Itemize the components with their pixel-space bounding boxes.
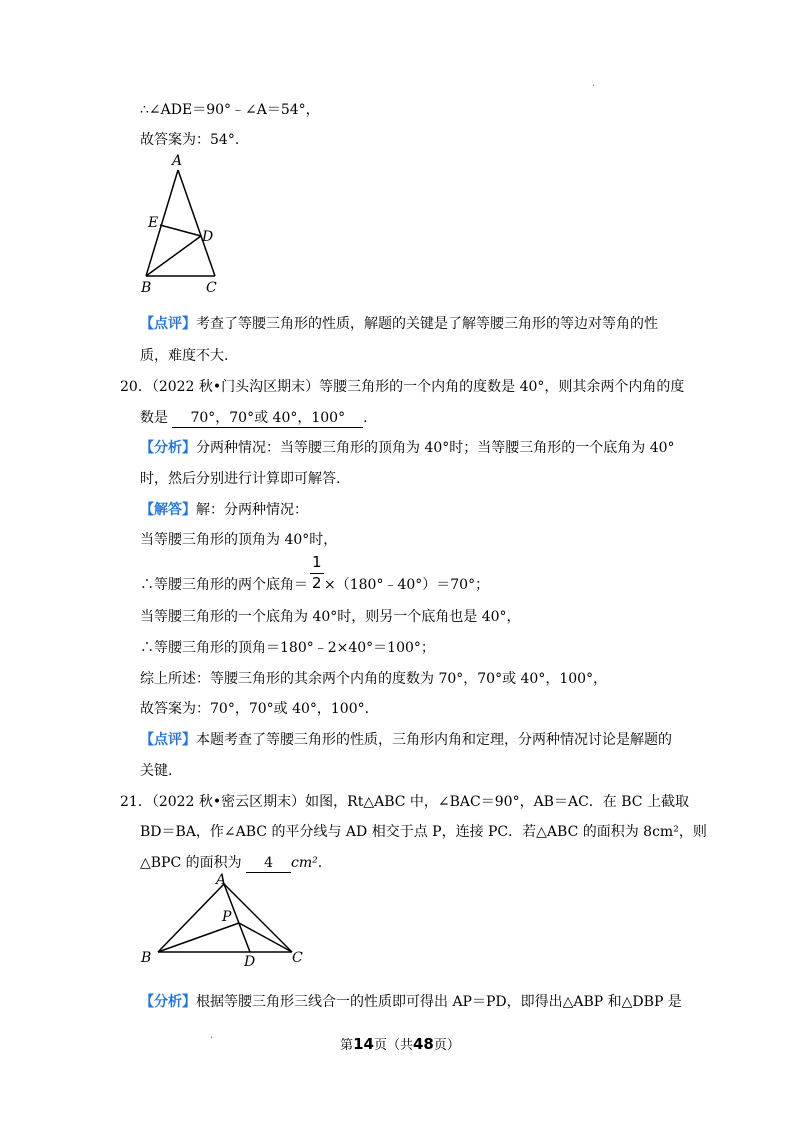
label-d: D	[244, 954, 256, 970]
solution-text: ×（180°﹣40°）＝70°；	[324, 577, 490, 593]
question-number: 20．	[120, 379, 152, 395]
analysis-tag: 【分析】	[140, 994, 196, 1010]
question-text: .	[317, 855, 323, 871]
label-b: B	[141, 280, 152, 295]
comment-tag: 【点评】	[140, 316, 196, 332]
fraction-numerator: 1	[312, 553, 322, 571]
footer-text: 页（共	[373, 1038, 413, 1053]
analysis-tag: 【分析】	[140, 440, 196, 456]
comment-text: 考查了等腰三角形的性质，解题的关键是了解等腰三角形的等边对等角的性	[196, 316, 658, 332]
label-b: B	[141, 950, 152, 966]
analysis-text: 根据等腰三角形三线合一的性质即可得出 AP＝PD，即得出△ABP 和△DBP 是	[196, 994, 682, 1010]
edge-ac	[224, 884, 292, 952]
label-p: P	[222, 909, 232, 925]
question-text: （2022 秋•密云区期末）如图，Rt△ABC 中，∠BAC＝90°，AB＝AC．在 BC 上截取	[151, 794, 689, 810]
label-c: C	[292, 950, 303, 966]
bottom-dot: .	[210, 1030, 214, 1041]
label-d: D	[202, 229, 214, 245]
answer-line-54: 故答案为：54°.	[140, 132, 240, 148]
q19-comment-line1	[140, 314, 658, 334]
segment-bp	[158, 923, 239, 952]
answer-blank: 4	[246, 854, 291, 873]
solution-text: 解：分两种情况：	[196, 502, 308, 518]
solution-step-5: 综上所述：等腰三角形的其余两个内角的度数为 70°，70°或 40°，100°，	[140, 671, 608, 687]
page-number: 14	[353, 1035, 374, 1053]
q19-comment-line2: 质，难度不大.	[140, 348, 229, 364]
analysis-line1	[140, 438, 675, 458]
edge-ac	[178, 170, 215, 276]
solution-step-3: 当等腰三角形的一个底角为 40°时，则另一个底角也是 40°，	[140, 609, 521, 625]
answer-blank: 70°，70°或 40°，100°	[172, 409, 363, 428]
question-number: 21．	[120, 794, 152, 810]
comment-text: 本题考查了等腰三角形的性质，三角形内角和定理，分两种情况讨论是解题的	[196, 732, 672, 748]
page-footer	[0, 1034, 800, 1053]
question-20-answer-line	[140, 408, 368, 428]
unit-text: cm²	[291, 855, 318, 871]
fraction-denominator: 2	[312, 574, 322, 592]
question-text: （2022 秋•门头沟区期末）等腰三角形的一个内角的度数是 40°，则其余两个内角的度	[151, 379, 685, 395]
segment-pc	[239, 923, 292, 952]
question-text: .	[363, 410, 368, 426]
footer-text: 第	[340, 1038, 354, 1053]
analysis-text: 分两种情况：当等腰三角形的顶角为 40°时；当等腰三角形的一个底角为 40°	[196, 440, 675, 456]
solution-tag: 【解答】	[140, 502, 196, 518]
solution-text: ∴等腰三角形的两个底角＝	[140, 577, 308, 593]
comment-tag: 【点评】	[140, 732, 196, 748]
triangle-figure-2	[138, 870, 313, 970]
label-e: E	[148, 215, 159, 231]
label-a: A	[172, 153, 183, 169]
corner-dot: .	[592, 78, 596, 89]
label-c: C	[206, 280, 217, 295]
segment-ed	[160, 225, 201, 236]
question-text: △BPC 的面积为	[140, 855, 242, 871]
question-20-header	[120, 377, 684, 397]
footer-text: 页）	[433, 1038, 460, 1053]
edge-ab	[158, 884, 224, 952]
solution-step-6: 故答案为：70°，70°或 40°，100°.	[140, 701, 370, 717]
solution-line-ade: ∴∠ADE＝90°﹣∠A＝54°，	[140, 102, 320, 118]
solution-intro	[140, 500, 308, 520]
solution-step-1: 当等腰三角形的顶角为 40°时，	[140, 532, 338, 548]
q21-analysis-line1	[140, 992, 682, 1012]
q20-comment-line2: 关键.	[140, 763, 173, 779]
solution-step-4: ∴等腰三角形的顶角＝180°﹣2×40°＝100°；	[140, 640, 435, 656]
analysis-line2: 时，然后分别进行计算即可解答.	[140, 471, 341, 487]
q20-comment-line1	[140, 730, 672, 750]
label-a: A	[216, 872, 227, 888]
question-21-header	[120, 792, 689, 812]
triangle-figure-1	[138, 150, 238, 295]
question-21-line2: BD＝BA，作∠ABC 的平分线与 AD 相交于点 P，连接 PC．若△ABC 的面积为 8cm²，则	[140, 824, 707, 840]
question-text: 数是	[140, 410, 168, 426]
segment-bd	[146, 236, 201, 276]
total-pages: 48	[413, 1035, 434, 1053]
